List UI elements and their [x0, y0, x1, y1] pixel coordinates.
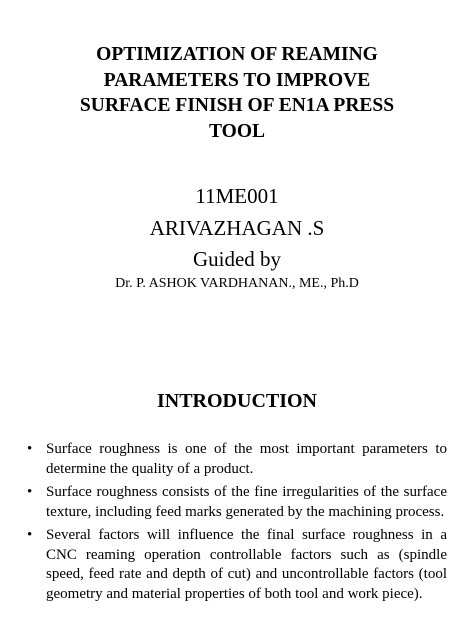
guided-by-label: Guided by	[192, 247, 282, 271]
bullet-item	[27, 440, 447, 479]
bullet-text: Several factors will influence the final surface roughness in a CNC reaming operation controllable factors such as (spindle speed, feed rate and depth of cut) and uncontrollable factors (tool geometry and material properties of both tool and work piece).	[46, 527, 447, 602]
bullet-icon: •	[27, 484, 33, 500]
author-name: ARIVAZHAGAN .S	[149, 216, 325, 240]
bullet-item	[27, 526, 447, 604]
bullet-icon: •	[27, 441, 33, 457]
roll-number: 11ME001	[195, 184, 279, 208]
title-line: SURFACE FINISH OF EN1A PRESS	[79, 95, 395, 116]
title-line: PARAMETERS TO IMPROVE	[103, 69, 371, 91]
bullet-icon: •	[27, 527, 33, 543]
bullet-list	[27, 440, 447, 608]
guide-name: Dr. P. ASHOK VARDHANAN., ME., Ph.D	[115, 276, 359, 291]
presentation-title	[40, 42, 434, 144]
bullet-text: Surface roughness consists of the fine irregularities of the surface texture, including feed marks generated by the machining process.	[46, 484, 447, 520]
bullet-item	[27, 483, 447, 522]
title-line: OPTIMIZATION OF REAMING	[96, 44, 378, 65]
section-heading: INTRODUCTION	[156, 390, 318, 412]
introduction-slide	[0, 355, 474, 632]
title-line: TOOL	[209, 120, 265, 142]
bullet-text: Surface roughness is one of the most important parameters to determine the quality of a product.	[46, 441, 447, 477]
